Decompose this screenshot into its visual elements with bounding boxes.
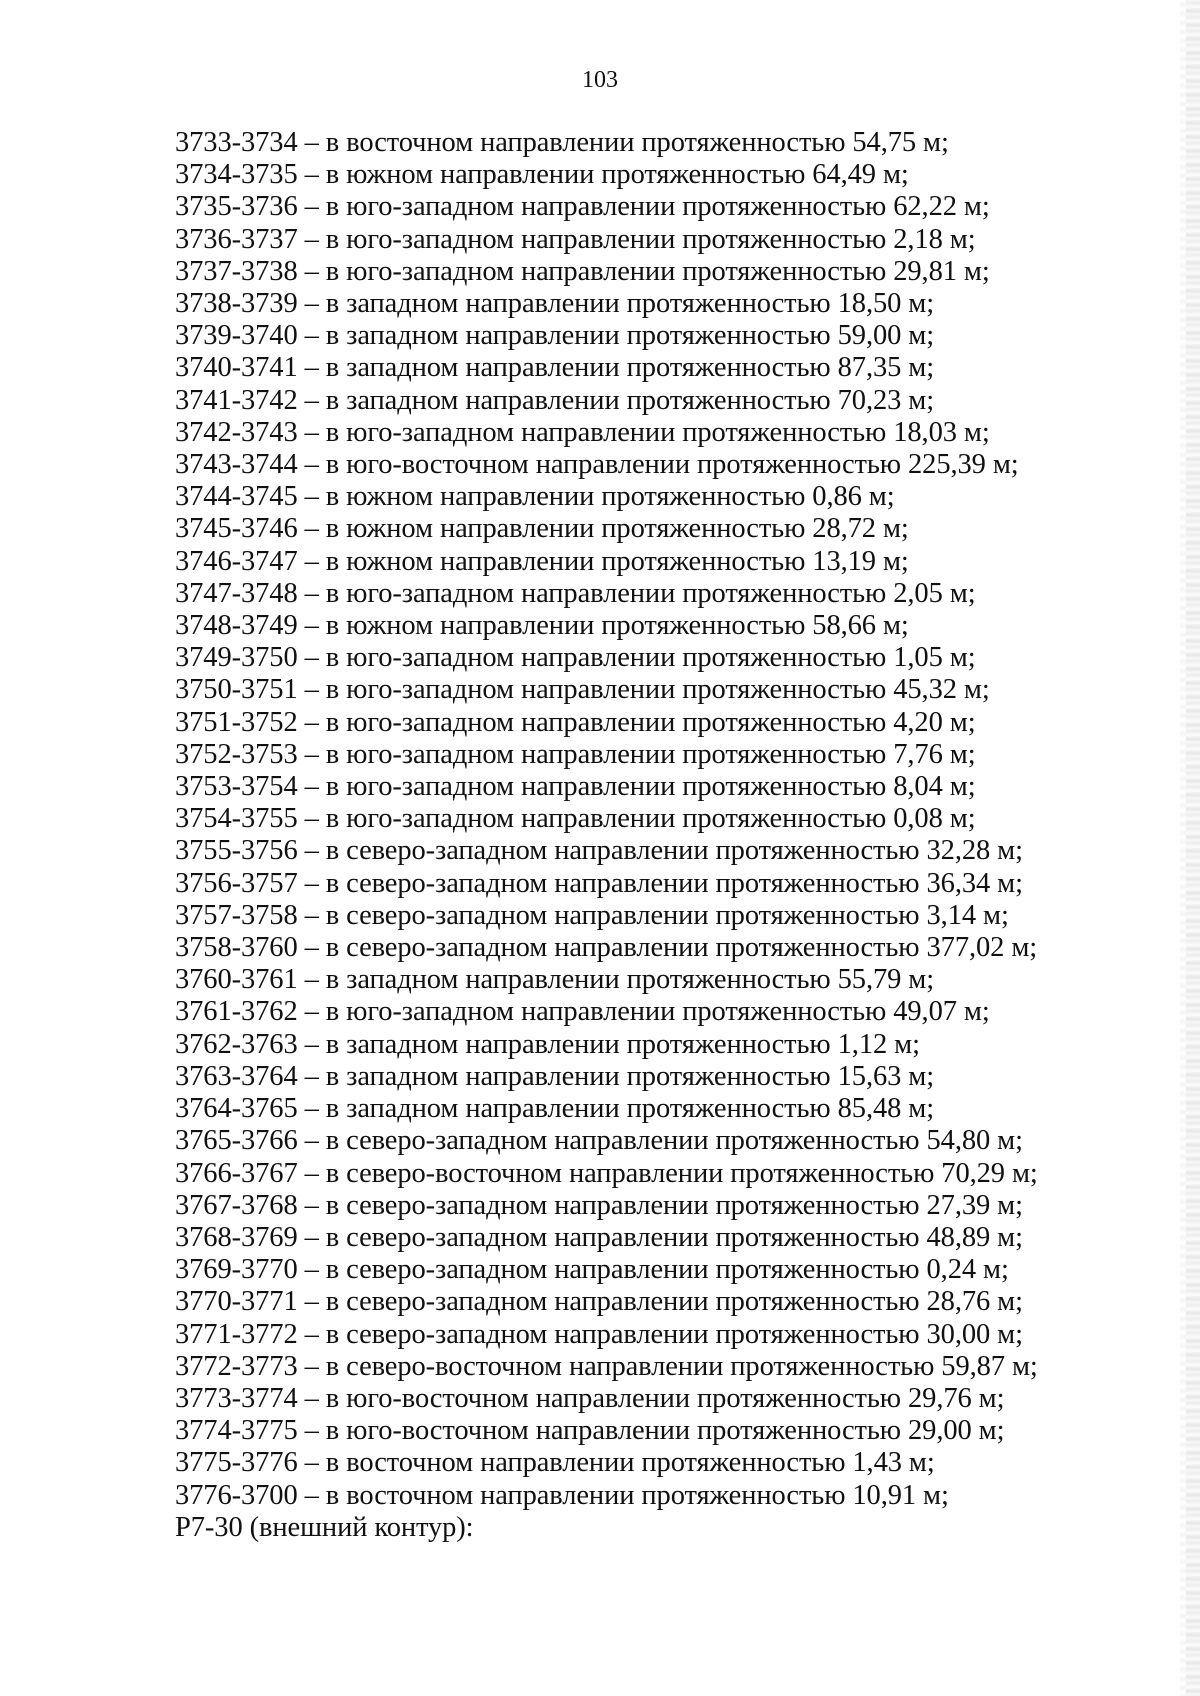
scan-edge-artifact: [1186, 0, 1200, 1696]
boundary-line: 3741-3742 – в западном направлении протяженностью 70,23 м;: [175, 384, 935, 416]
boundary-line: 3750-3751 – в юго-западном направлении протяженностью 45,32 м;: [175, 674, 990, 706]
boundary-line: 3776-3700 – в восточном направлении протяженностью 10,91 м;: [175, 1479, 949, 1511]
boundary-line: 3742-3743 – в юго-западном направлении протяженностью 18,03 м;: [175, 416, 990, 448]
boundary-line: 3744-3745 – в южном направлении протяженностью 0,86 м;: [175, 481, 895, 513]
boundary-line: 3747-3748 – в юго-западном направлении протяженностью 2,05 м;: [175, 577, 976, 609]
boundary-line: 3757-3758 – в северо-западном направлении протяженностью 3,14 м;: [175, 899, 1009, 931]
section-heading: Р7-30 (внешний контур):: [175, 1511, 474, 1543]
boundary-line: 3756-3757 – в северо-западном направлении протяженностью 36,34 м;: [175, 867, 1023, 899]
boundary-line: 3737-3738 – в юго-западном направлении протяженностью 29,81 м;: [175, 255, 990, 287]
boundary-line: 3734-3735 – в южном направлении протяженностью 64,49 м;: [175, 159, 909, 191]
boundary-line: 3764-3765 – в западном направлении протяженностью 85,48 м;: [175, 1093, 935, 1125]
boundary-line: 3753-3754 – в юго-западном направлении протяженностью 8,04 м;: [175, 771, 976, 803]
boundary-line: 3736-3737 – в юго-западном направлении протяженностью 2,18 м;: [175, 223, 976, 255]
boundary-line: 3733-3734 – в восточном направлении протяженностью 54,75 м;: [175, 127, 949, 158]
boundary-line: 3749-3750 – в юго-западном направлении протяженностью 1,05 м;: [175, 642, 976, 674]
boundary-line: 3745-3746 – в южном направлении протяженностью 28,72 м;: [175, 513, 909, 545]
boundary-line: 3770-3771 – в северо-западном направлении протяженностью 28,76 м;: [175, 1286, 1023, 1318]
boundary-line: 3738-3739 – в западном направлении протяженностью 18,50 м;: [175, 288, 935, 320]
boundary-line: 3771-3772 – в северо-западном направлении протяженностью 30,00 м;: [175, 1318, 1023, 1350]
boundary-line: 3739-3740 – в западном направлении протяженностью 59,00 м;: [175, 320, 935, 352]
boundary-line: 3740-3741 – в западном направлении протяженностью 87,35 м;: [175, 352, 935, 384]
boundary-line: 3761-3762 – в юго-западном направлении протяженностью 49,07 м;: [175, 996, 990, 1028]
boundary-line: 3772-3773 – в северо-восточном направлении протяженностью 59,87 м;: [175, 1350, 1038, 1382]
boundary-line: 3773-3774 – в юго-восточном направлении протяженностью 29,76 м;: [175, 1382, 1005, 1414]
boundary-line: 3748-3749 – в южном направлении протяженностью 58,66 м;: [175, 610, 909, 642]
boundary-line: 3775-3776 – в восточном направлении протяженностью 1,43 м;: [175, 1447, 935, 1479]
boundary-line: 3755-3756 – в северо-западном направлении протяженностью 32,28 м;: [175, 835, 1023, 867]
boundary-line: 3762-3763 – в западном направлении протяженностью 1,12 м;: [175, 1028, 920, 1060]
boundary-line: 3766-3767 – в северо-восточном направлении протяженностью 70,29 м;: [175, 1157, 1038, 1189]
boundary-line: 3769-3770 – в северо-западном направлении протяженностью 0,24 м;: [175, 1254, 1009, 1286]
boundary-description-list: [175, 127, 1125, 1544]
boundary-line: 3760-3761 – в западном направлении протяженностью 55,79 м;: [175, 964, 935, 996]
boundary-line: 3763-3764 – в западном направлении протяженностью 15,63 м;: [175, 1060, 935, 1092]
boundary-line: 3774-3775 – в юго-восточном направлении протяженностью 29,00 м;: [175, 1415, 1005, 1447]
boundary-line: 3735-3736 – в юго-западном направлении протяженностью 62,22 м;: [175, 191, 990, 223]
boundary-line: 3768-3769 – в северо-западном направлении протяженностью 48,89 м;: [175, 1221, 1023, 1253]
boundary-line: 3751-3752 – в юго-западном направлении протяженностью 4,20 м;: [175, 706, 976, 738]
boundary-line: 3752-3753 – в юго-западном направлении протяженностью 7,76 м;: [175, 738, 976, 770]
page-number: 103: [582, 67, 618, 93]
boundary-line: 3758-3760 – в северо-западном направлении протяженностью 377,02 м;: [175, 932, 1038, 964]
boundary-line: 3765-3766 – в северо-западном направлении протяженностью 54,80 м;: [175, 1125, 1023, 1157]
boundary-line: 3754-3755 – в юго-западном направлении протяженностью 0,08 м;: [175, 803, 976, 835]
boundary-line: 3743-3744 – в юго-восточном направлении протяженностью 225,39 м;: [175, 449, 1019, 481]
boundary-line: 3767-3768 – в северо-западном направлении протяженностью 27,39 м;: [175, 1189, 1023, 1221]
boundary-line: 3746-3747 – в южном направлении протяженностью 13,19 м;: [175, 545, 909, 577]
